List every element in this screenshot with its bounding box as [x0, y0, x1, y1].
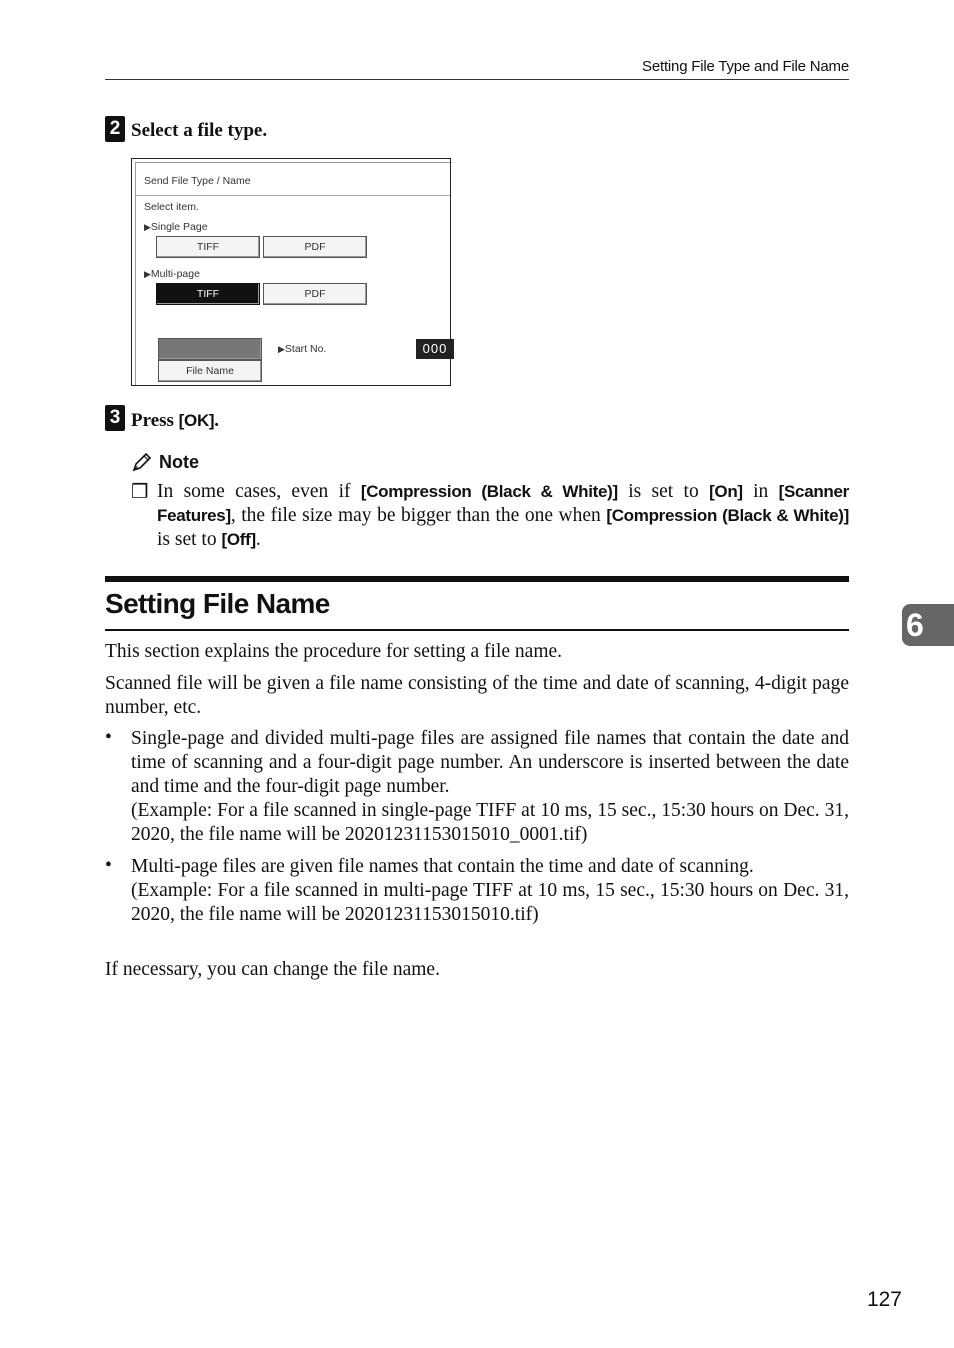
multi-page-pdf-button[interactable]: PDF	[263, 283, 367, 305]
bullet-1: Single-page and divided multi-page files are assigned file names that contain the date and time of scanning and a four-digit page number. An underscore is inserted between the date and time and the four-digit page number. (Example: For a file scanned in single-page TIFF at 10 ms, 15 sec., 15:30 hours on Dec. 31, 2020, the file name will be 20201231153015010_0001.tif)	[131, 728, 849, 845]
running-header: Setting File Type and File Name	[642, 58, 849, 75]
note-title: Note	[159, 452, 199, 472]
page-number: 127	[866, 1288, 902, 1311]
single-page-pdf-button[interactable]: PDF	[263, 236, 367, 258]
bullet-2: Multi-page files are given file names that contain the time and date of scanning. (Example: For a file scanned in multi-page TIFF at 10 ms, 15 sec., 15:30 hours on Dec. 31, 2020, the file name will be 20201231153015010.tif)	[131, 856, 849, 925]
step-2-text: Select a file type.	[131, 120, 268, 141]
step-badge-2: 2	[105, 116, 125, 142]
start-no-counter[interactable]: 000	[416, 339, 454, 359]
note-text: In some cases, even if [Compression (Black & White)] is set to [On] in [Scanner Features], the file size may be bigger than the one when [Compression (Black & White)] is set to [Off].	[157, 481, 849, 550]
multi-page-tiff-button[interactable]: TIFF	[156, 283, 260, 305]
start-no-label: ▶Start No.	[278, 343, 327, 355]
file-name-display	[158, 338, 262, 360]
step-badge-3: 3	[105, 405, 125, 431]
file-name-button[interactable]: File Name	[158, 360, 262, 382]
section-top-rule	[105, 576, 849, 582]
multi-page-label: ▶Multi-page	[144, 268, 200, 280]
panel-title: Send File Type / Name	[144, 175, 251, 187]
send-file-type-panel	[131, 158, 451, 386]
triangle-right-icon: ▶	[144, 222, 151, 232]
section-para-1: This section explains the procedure for setting a file name.	[105, 641, 563, 662]
note-heading	[131, 451, 197, 478]
triangle-right-icon: ▶	[144, 269, 151, 279]
section-para-3: If necessary, you can change the file name.	[105, 959, 440, 980]
section-para-2: Scanned file will be given a file name consisting of the time and date of scanning, 4-digit page number, etc.	[105, 673, 849, 718]
panel-title-rule	[136, 195, 450, 196]
panel-prompt: Select item.	[144, 201, 199, 213]
triangle-right-icon: ▶	[278, 344, 285, 354]
pencil-icon	[131, 451, 153, 473]
section-title: Setting File Name	[105, 588, 330, 619]
section-bottom-rule	[105, 629, 849, 631]
step-3-text: Press [OK].	[131, 410, 220, 431]
ok-key: [OK]	[178, 411, 215, 430]
bullet-2-icon: •	[105, 855, 112, 876]
bullet-1-icon: •	[105, 727, 112, 748]
note-bullet-icon: ❒	[131, 482, 149, 503]
header-rule	[105, 79, 849, 80]
single-page-label: ▶Single Page	[144, 221, 208, 233]
single-page-tiff-button[interactable]: TIFF	[156, 236, 260, 258]
chapter-tab: 6	[902, 604, 954, 646]
